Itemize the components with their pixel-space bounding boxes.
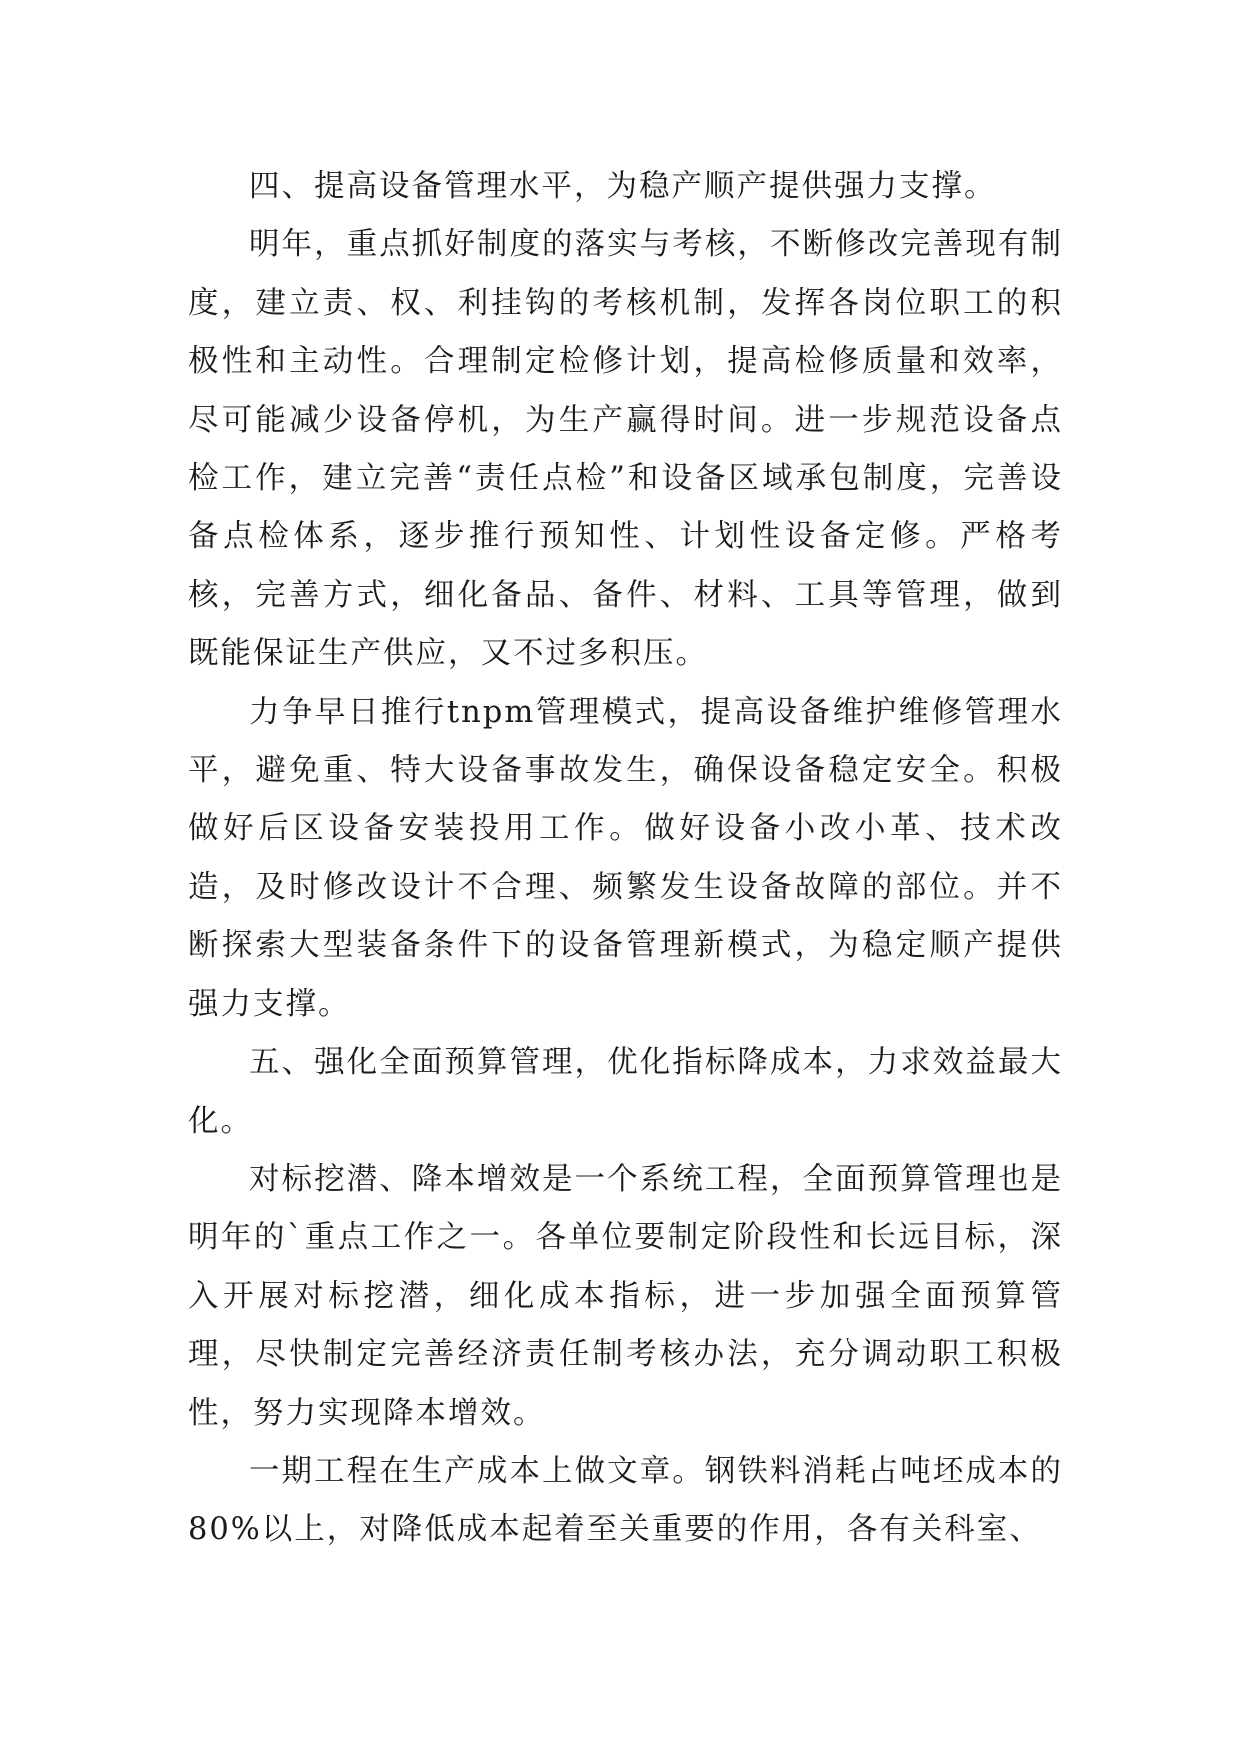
paragraph-equipment-system: 明年，重点抓好制度的落实与考核，不断修改完善现有制度，建立责、权、利挂钩的考核机制，发挥各岗位职工的积极性和主动性。合理制定检修计划，提高检修质量和效率，尽可能减少设备停机，为生产赢得时间。进一步规范设备点检工作，建立完善“责任点检”和设备区域承包制度，完善设备点检体系，逐步推行预知性、计划性设备定修。严格考核，完善方式，细化备品、备件、材料、工具等管理，做到既能保证生产供应，又不过多积压。: [188, 227, 1063, 672]
section-heading-budget: 五、强化全面预算管理，优化指标降成本，力求效益最大化。: [188, 1045, 1063, 1139]
paragraph-equipment-tnpm: 力争早日推行tnpm管理模式，提高设备维护维修管理水平，避免重、特大设备事故发生，确保设备稳定安全。积极做好后区设备安装投用工作。做好设备小改小革、技术改造，及时修改设计不合理、频繁发生设备故障的部位。并不断探索大型装备条件下的设备管理新模式，为稳定顺产提供强力支撑。: [188, 694, 1063, 1022]
section-heading-equipment: 四、提高设备管理水平，为稳产顺产提供强力支撑。: [249, 169, 997, 204]
document-body: [188, 158, 1063, 1560]
paragraph-budget-management: 对标挖潜、降本增效是一个系统工程，全面预算管理也是明年的`重点工作之一。各单位要制定阶段性和长远目标，深入开展对标挖潜，细化成本指标，进一步加强全面预算管理，尽快制定完善经济责任制考核办法，充分调动职工积极性，努力实现降本增效。: [188, 1161, 1063, 1431]
paragraph-production-cost: 一期工程在生产成本上做文章。钢铁料消耗占吨坯成本的80%以上，对降低成本起着至关重要的作用，各有关科室、: [188, 1453, 1063, 1548]
